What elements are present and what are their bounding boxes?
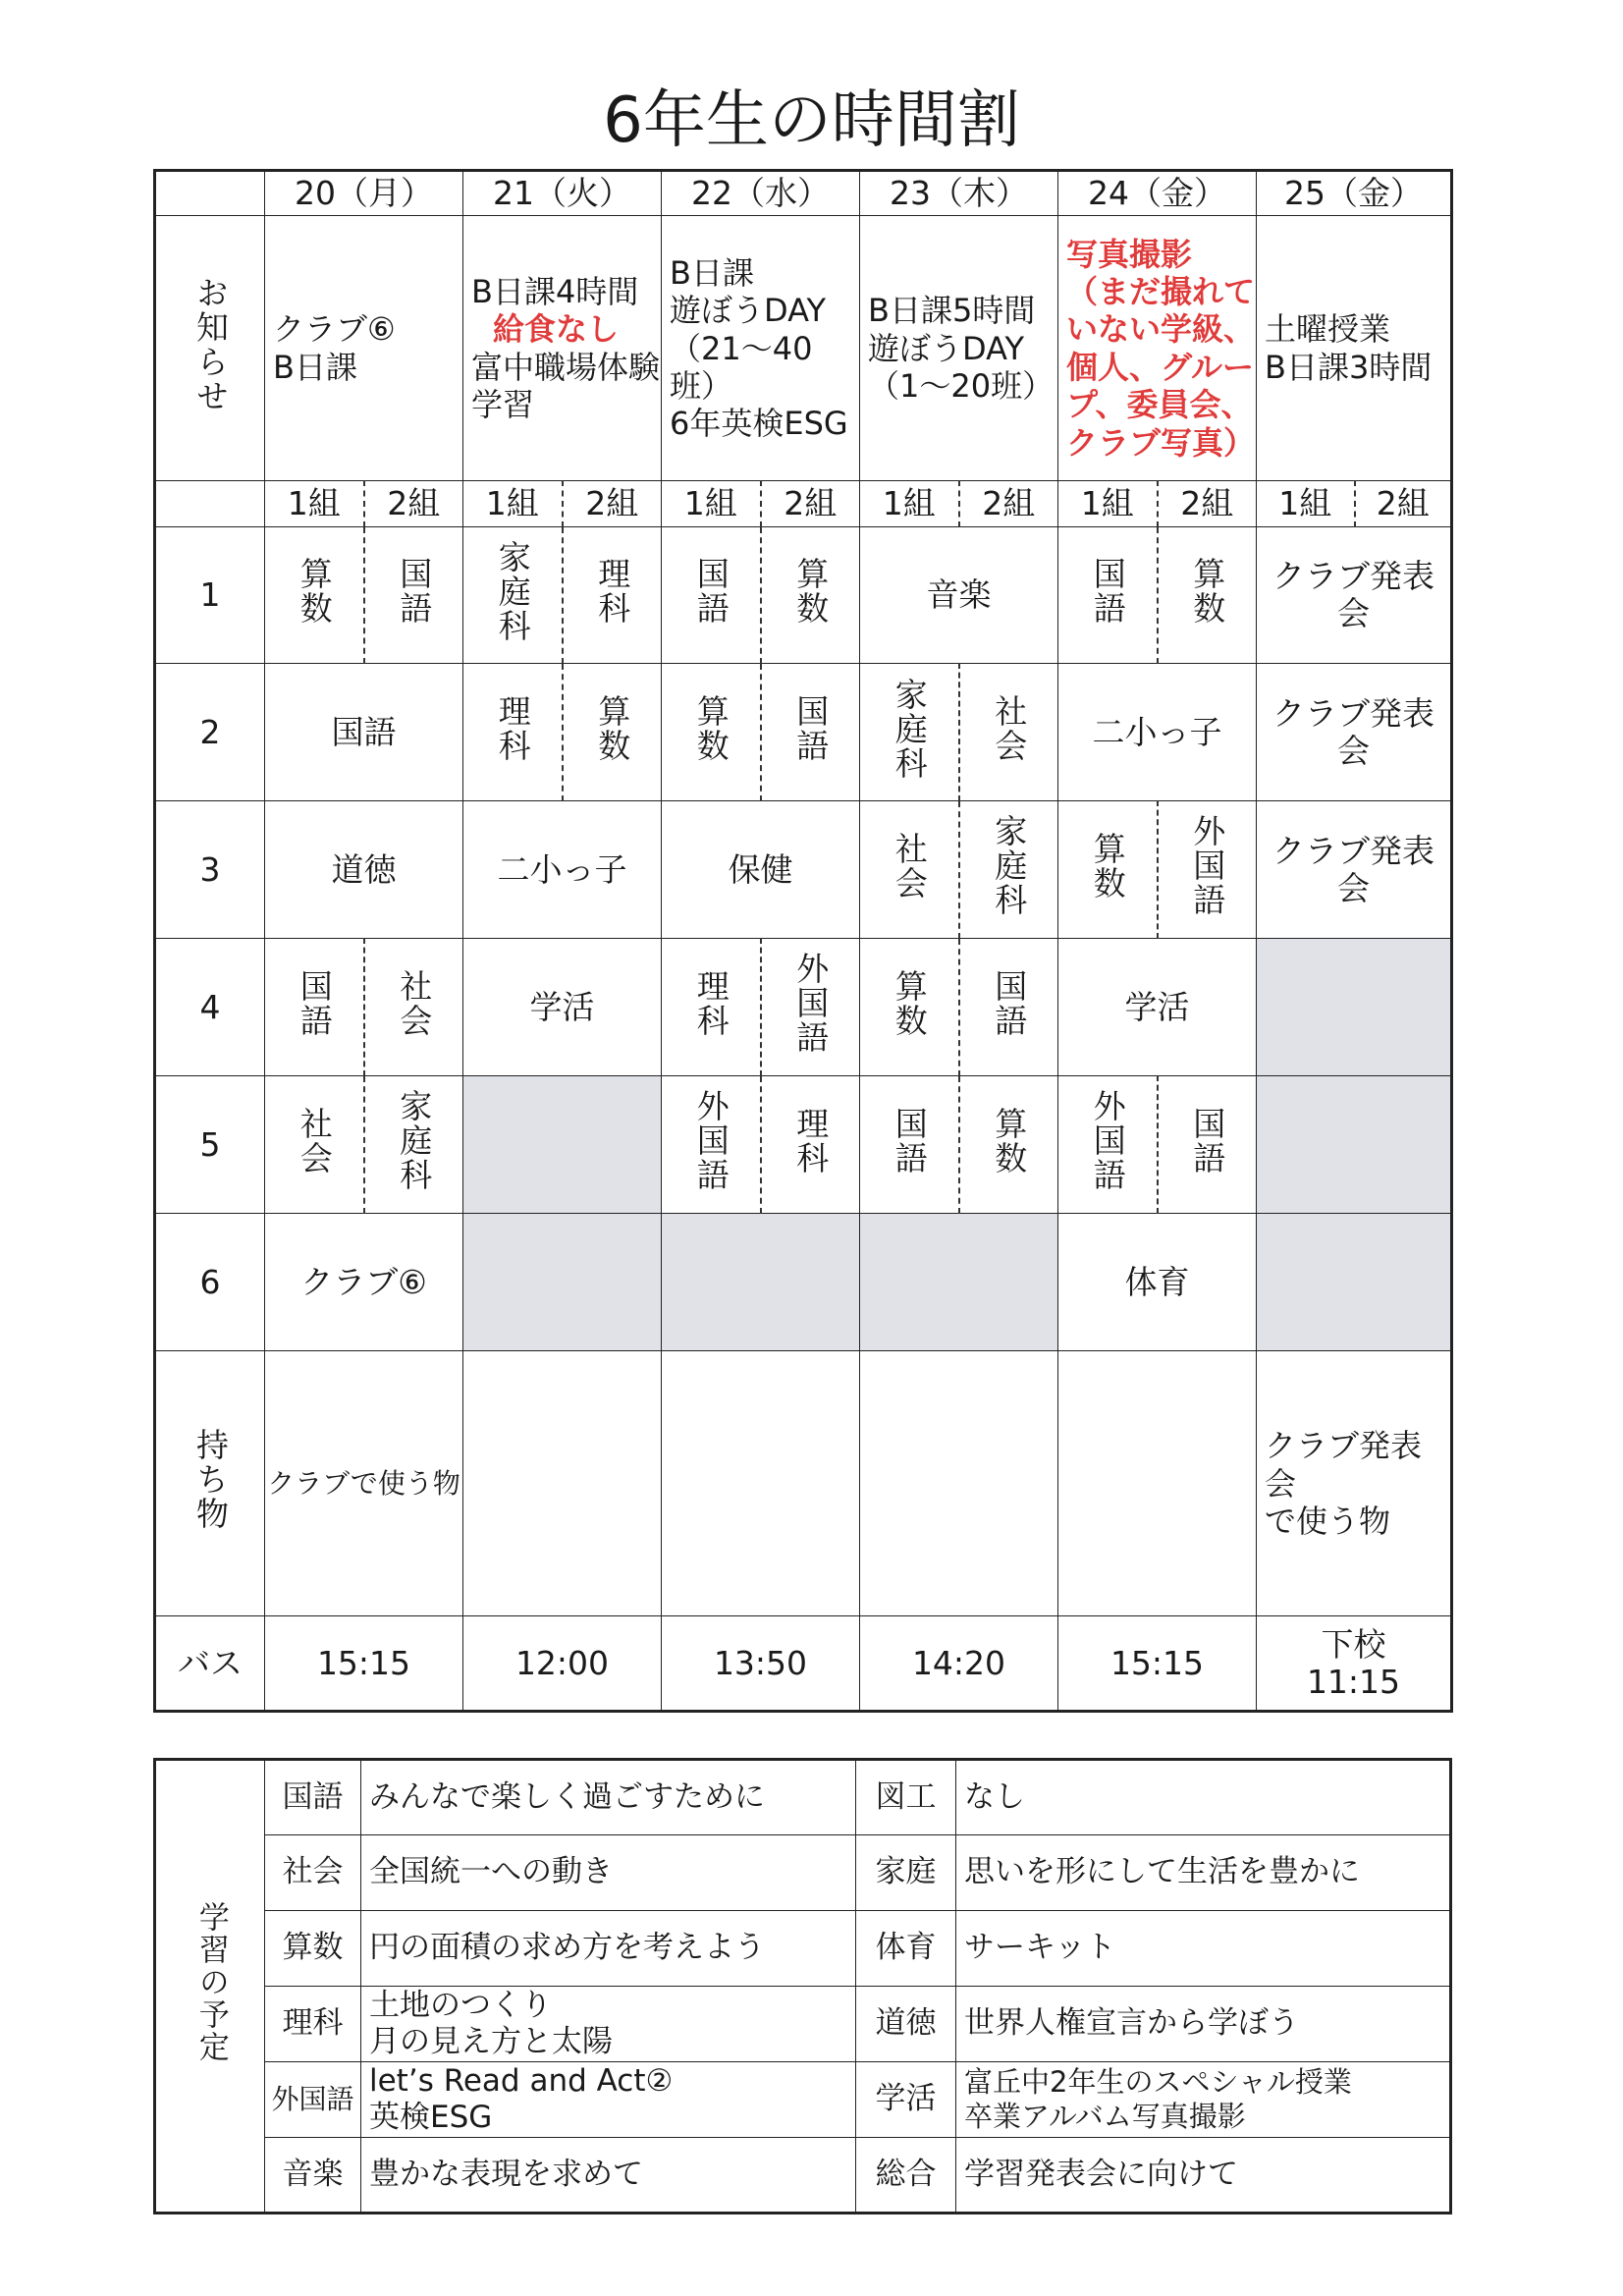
plan-subject: 総合	[856, 2138, 956, 2214]
plan-subject: 体育	[856, 1911, 956, 1987]
plan-row	[155, 2062, 1451, 2138]
items-cell: クラブで使う物	[265, 1351, 463, 1616]
class-label: 2組	[1355, 481, 1452, 526]
lesson-cell: 国語	[364, 526, 463, 664]
period-row	[155, 1076, 1452, 1214]
period-number: 5	[155, 1076, 265, 1214]
lesson-cell: 社会	[959, 664, 1058, 801]
plan-text: 富丘中2年生のスペシャル授業 卒業アルバム写真撮影	[956, 2062, 1451, 2138]
items-label: 持ち物	[155, 1351, 265, 1616]
lesson-cell: 算数	[1058, 801, 1158, 939]
lesson-cell: 音楽	[860, 526, 1058, 664]
day-header: 23（木）	[860, 171, 1058, 216]
notice-cell: B日課 遊ぼうDAY （21〜40班） 6年英検ESG	[662, 216, 860, 481]
plan-subject: 理科	[265, 1987, 361, 2062]
lesson-cell: 国語	[265, 664, 463, 801]
items-cell: クラブ発表会 で使う物	[1257, 1351, 1452, 1616]
lesson-cell: 体育	[1058, 1214, 1257, 1351]
day-header: 21（火）	[463, 171, 662, 216]
period-number: 2	[155, 664, 265, 801]
notice-cell: B日課4時間 給食なし 富中職場体験 学習	[463, 216, 662, 481]
items-cell	[662, 1351, 860, 1616]
class-label: 2組	[364, 481, 463, 526]
plan-text: みんなで楽しく過ごすために	[361, 1760, 856, 1835]
plan-subject: 算数	[265, 1911, 361, 1987]
plan-text: 土地のつくり 月の見え方と太陽	[361, 1987, 856, 2062]
plan-text: let’s Read and Act② 英検ESG	[361, 2062, 856, 2138]
bus-row	[155, 1616, 1452, 1712]
notice-row	[155, 216, 1452, 481]
period-number: 4	[155, 939, 265, 1076]
plan-text: なし	[956, 1760, 1451, 1835]
lesson-cell: クラブ発表会	[1257, 801, 1452, 939]
bus-time: 14:20	[860, 1616, 1058, 1712]
plan-text: 円の面積の求め方を考えよう	[361, 1911, 856, 1987]
lesson-cell: 外国語	[1058, 1076, 1158, 1214]
lesson-cell: 国語	[265, 939, 364, 1076]
period-number: 1	[155, 526, 265, 664]
lesson-cell: クラブ発表会	[1257, 526, 1452, 664]
lesson-cell: 外国語	[1158, 801, 1257, 939]
lesson-cell: 外国語	[662, 1076, 761, 1214]
class-label: 1組	[1058, 481, 1158, 526]
plan-subject: 図工	[856, 1760, 956, 1835]
bus-time: 12:00	[463, 1616, 662, 1712]
notice-cell: 土曜授業 B日課3時間	[1257, 216, 1452, 481]
lesson-cell: 国語	[761, 664, 860, 801]
plan-text: 思いを形にして生活を豊かに	[956, 1835, 1451, 1911]
plan-label: 学習の予定	[155, 1760, 265, 2214]
items-cell	[463, 1351, 662, 1616]
plan-row	[155, 1987, 1451, 2062]
study-plan-table	[153, 1758, 1452, 2214]
plan-subject: 社会	[265, 1835, 361, 1911]
class-label: 2組	[761, 481, 860, 526]
lesson-cell: 算数	[662, 664, 761, 801]
empty-cell	[1257, 1214, 1452, 1351]
period-row	[155, 801, 1452, 939]
lesson-cell: 家庭科	[463, 526, 563, 664]
bus-time: 15:15	[265, 1616, 463, 1712]
lesson-cell: 算数	[860, 939, 959, 1076]
bus-label: バス	[155, 1616, 265, 1712]
plan-row	[155, 1835, 1451, 1911]
notice-cell: クラブ⑥ B日課	[265, 216, 463, 481]
plan-row	[155, 2138, 1451, 2214]
lesson-cell: 理科	[662, 939, 761, 1076]
empty-cell	[1257, 939, 1452, 1076]
class-label: 2組	[563, 481, 662, 526]
notice-label: お知らせ	[155, 216, 265, 481]
notice-cell: 写真撮影 （まだ撮れて いない学級、 個人、グルー プ、委員会、 クラブ写真）	[1058, 216, 1257, 481]
page-title: 6年生の時間割	[603, 84, 1020, 157]
class-label: 1組	[662, 481, 761, 526]
plan-subject: 音楽	[265, 2138, 361, 2214]
class-label: 1組	[1257, 481, 1355, 526]
timetable	[153, 169, 1453, 1713]
items-row	[155, 1351, 1452, 1616]
lesson-cell: 国語	[662, 526, 761, 664]
lesson-cell: 家庭科	[860, 664, 959, 801]
period-row	[155, 664, 1452, 801]
class-label: 1組	[463, 481, 563, 526]
plan-text: 豊かな表現を求めて	[361, 2138, 856, 2214]
class-label: 2組	[1158, 481, 1257, 526]
plan-subject: 外国語	[265, 2062, 361, 2138]
lesson-cell: 家庭科	[364, 1076, 463, 1214]
items-cell	[1058, 1351, 1257, 1616]
lesson-cell: 国語	[1058, 526, 1158, 664]
empty-cell	[1257, 1076, 1452, 1214]
lesson-cell: 算数	[959, 1076, 1058, 1214]
lesson-cell: クラブ発表会	[1257, 664, 1452, 801]
notice-cell: B日課5時間 遊ぼうDAY （1〜20班）	[860, 216, 1058, 481]
lesson-cell: 道徳	[265, 801, 463, 939]
bus-time: 13:50	[662, 1616, 860, 1712]
corner-cell	[155, 171, 265, 216]
class-row	[155, 481, 1452, 526]
plan-row	[155, 1911, 1451, 1987]
lesson-cell: 国語	[860, 1076, 959, 1214]
class-label: 1組	[860, 481, 959, 526]
lesson-cell: 家庭科	[959, 801, 1058, 939]
plan-text: 世界人権宣言から学ぼう	[956, 1987, 1451, 2062]
day-header-row	[155, 171, 1452, 216]
empty-cell	[860, 1214, 1058, 1351]
lesson-cell: 外国語	[761, 939, 860, 1076]
period-number: 6	[155, 1214, 265, 1351]
lesson-cell: 学活	[463, 939, 662, 1076]
lesson-cell: 二小っ子	[463, 801, 662, 939]
class-label: 2組	[959, 481, 1058, 526]
plan-subject: 国語	[265, 1760, 361, 1835]
lesson-cell: 社会	[265, 1076, 364, 1214]
day-header: 25（金）	[1257, 171, 1452, 216]
plan-text: 学習発表会に向けて	[956, 2138, 1451, 2214]
plan-text: 全国統一への動き	[361, 1835, 856, 1911]
class-label: 1組	[265, 481, 364, 526]
lesson-cell: 社会	[860, 801, 959, 939]
lesson-cell: 学活	[1058, 939, 1257, 1076]
period-row	[155, 526, 1452, 664]
day-header: 22（水）	[662, 171, 860, 216]
plan-subject: 道徳	[856, 1987, 956, 2062]
lesson-cell: 社会	[364, 939, 463, 1076]
lesson-cell: クラブ⑥	[265, 1214, 463, 1351]
empty-cell	[463, 1214, 662, 1351]
lesson-cell: 算数	[761, 526, 860, 664]
period-number: 3	[155, 801, 265, 939]
empty-cell	[662, 1214, 860, 1351]
lesson-cell: 理科	[761, 1076, 860, 1214]
period-row	[155, 939, 1452, 1076]
plan-subject: 学活	[856, 2062, 956, 2138]
plan-subject: 家庭	[856, 1835, 956, 1911]
lesson-cell: 理科	[463, 664, 563, 801]
lesson-cell: 理科	[563, 526, 662, 664]
lesson-cell: 二小っ子	[1058, 664, 1257, 801]
lesson-cell: 算数	[563, 664, 662, 801]
items-cell	[860, 1351, 1058, 1616]
lesson-cell: 国語	[959, 939, 1058, 1076]
empty-cell	[463, 1076, 662, 1214]
plan-text: サーキット	[956, 1911, 1451, 1987]
day-header: 20（月）	[265, 171, 463, 216]
lesson-cell: 国語	[1158, 1076, 1257, 1214]
period-row	[155, 1214, 1452, 1351]
bus-time: 15:15	[1058, 1616, 1257, 1712]
lesson-cell: 算数	[265, 526, 364, 664]
day-header: 24（金）	[1058, 171, 1257, 216]
plan-row	[155, 1760, 1451, 1835]
lesson-cell: 保健	[662, 801, 860, 939]
bus-time: 下校 11:15	[1257, 1616, 1452, 1712]
lesson-cell: 算数	[1158, 526, 1257, 664]
